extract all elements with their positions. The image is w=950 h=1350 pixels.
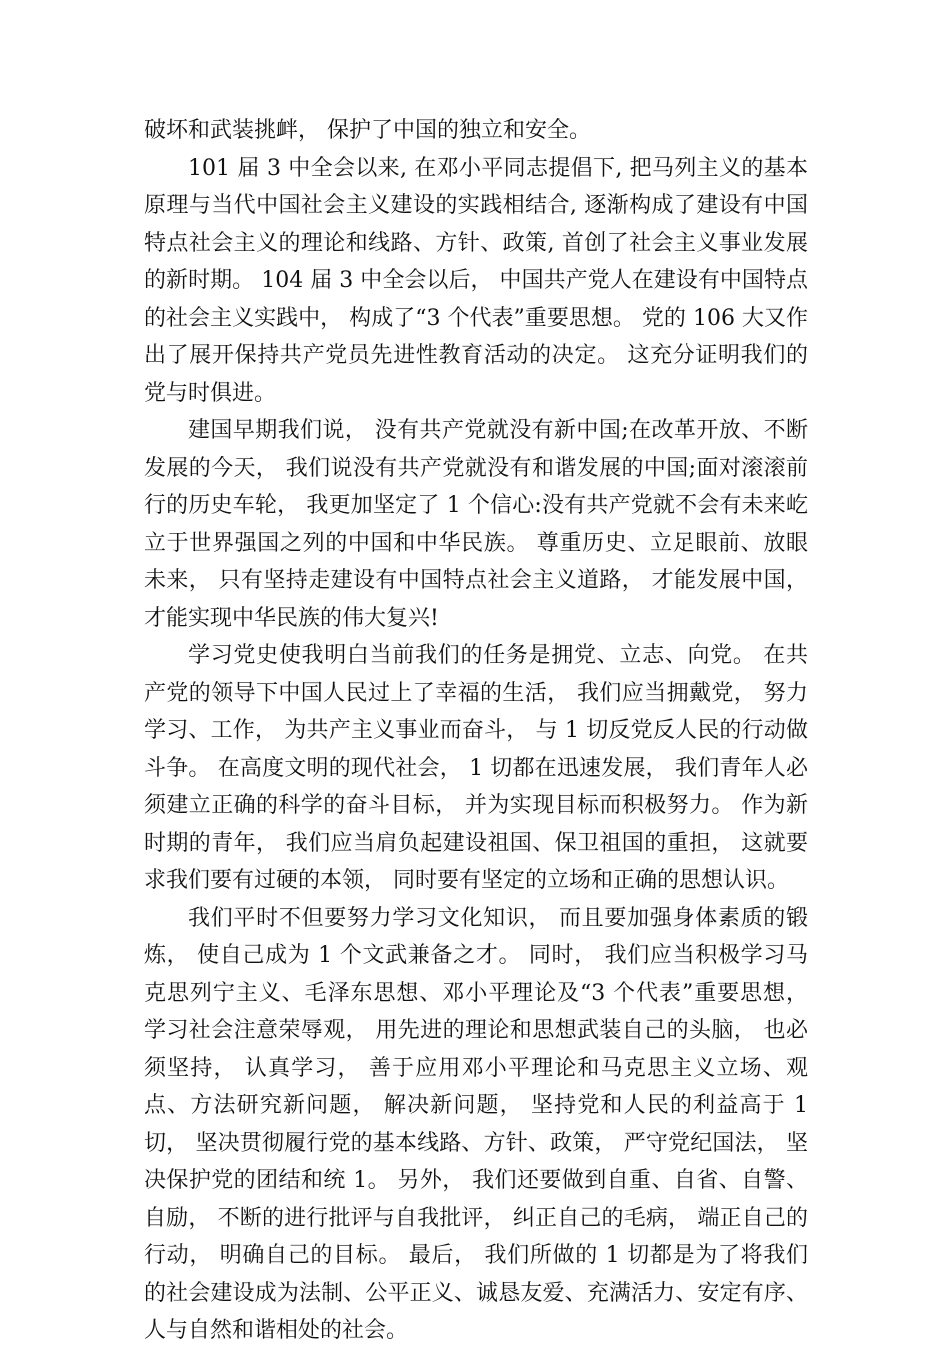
- paragraph-continuation: 破坏和武装挑衅， 保护了中国的独立和安全。: [144, 118, 591, 143]
- document-body: [144, 112, 808, 1350]
- paragraph-reform-history: 101 届 3 中全会以来, 在邓小平同志提倡下, 把马列主义的基本原理与当代中国社会主义建设的实践相结合, 逐渐构成了建设有中国特点社会主义的理论和线路、方针、政策, 首创了社会主义事业发展的新时期。 104 届 3 中全会以后， 中国共产党人在建设有中国特点的社会主义实践中， 构成了“3 个代表”重要思想。 党的 106 大又作出了展开保持共产党员先进性教育活动的决定。 这充分证明我们的党与时俱进。: [144, 155, 808, 406]
- paragraph-study-goals: 我们平时不但要努力学习文化知识， 而且要加强身体素质的锻炼， 使自己成为 1 个文武兼备之才。 同时， 我们应当积极学习马克思列宁主义、毛泽东思想、邓小平理论及“3 个代表”重要思想， 学习社会注意荣辱观， 用先进的理论和思想武装自己的头脑， 也必须坚持， 认真学习， 善于应用邓小平理论和马克思主义立场、观点、方法研究新问题， 解决新问题， 坚持党和人民的利益高于 1 切， 坚决贯彻履行党的基本线路、方针、政策， 严守党纪国法， 坚决保护党的团结和统 1。 另外， 我们还要做到自重、自省、自警、自励， 不断的进行批评与自我批评， 纠正自己的毛病， 端正自己的行动， 明确自己的目标。 最后， 我们所做的 1 切都是为了将我们的社会建设成为法制、公平正义、诚恳友爱、充满活力、安定有序、人与自然和谐相处的社会。: [144, 905, 808, 1343]
- paragraph-party-belief: 建国早期我们说， 没有共产党就没有新中国;在改革开放、不断发展的今天， 我们说没有共产党就没有和谐发展的中国;面对滚滚前行的历史车轮， 我更加坚定了 1 个信心:没有共产党就不会有未来屹立于世界强国之列的中国和中华民族。 尊重历史、立足眼前、放眼未来， 只有坚持走建设有中国特点社会主义道路， 才能发展中国， 才能实现中华民族的伟大复兴!: [144, 418, 808, 631]
- paragraph-youth-task: 学习党史使我明白当前我们的任务是拥党、立志、向党。 在共产党的领导下中国人民过上了幸福的生活， 我们应当拥戴党， 努力学习、工作， 为共产主义事业而奋斗， 与 1 切反党反人民的行动做斗争。 在高度文明的现代社会， 1 切都在迅速发展， 我们青年人必须建立正确的科学的奋斗目标， 并为实现目标而积极努力。 作为新时期的青年， 我们应当肩负起建设祖国、保卫祖国的重担， 这就要求我们要有过硬的本领， 同时要有坚定的立场和正确的思想认识。: [144, 643, 808, 893]
